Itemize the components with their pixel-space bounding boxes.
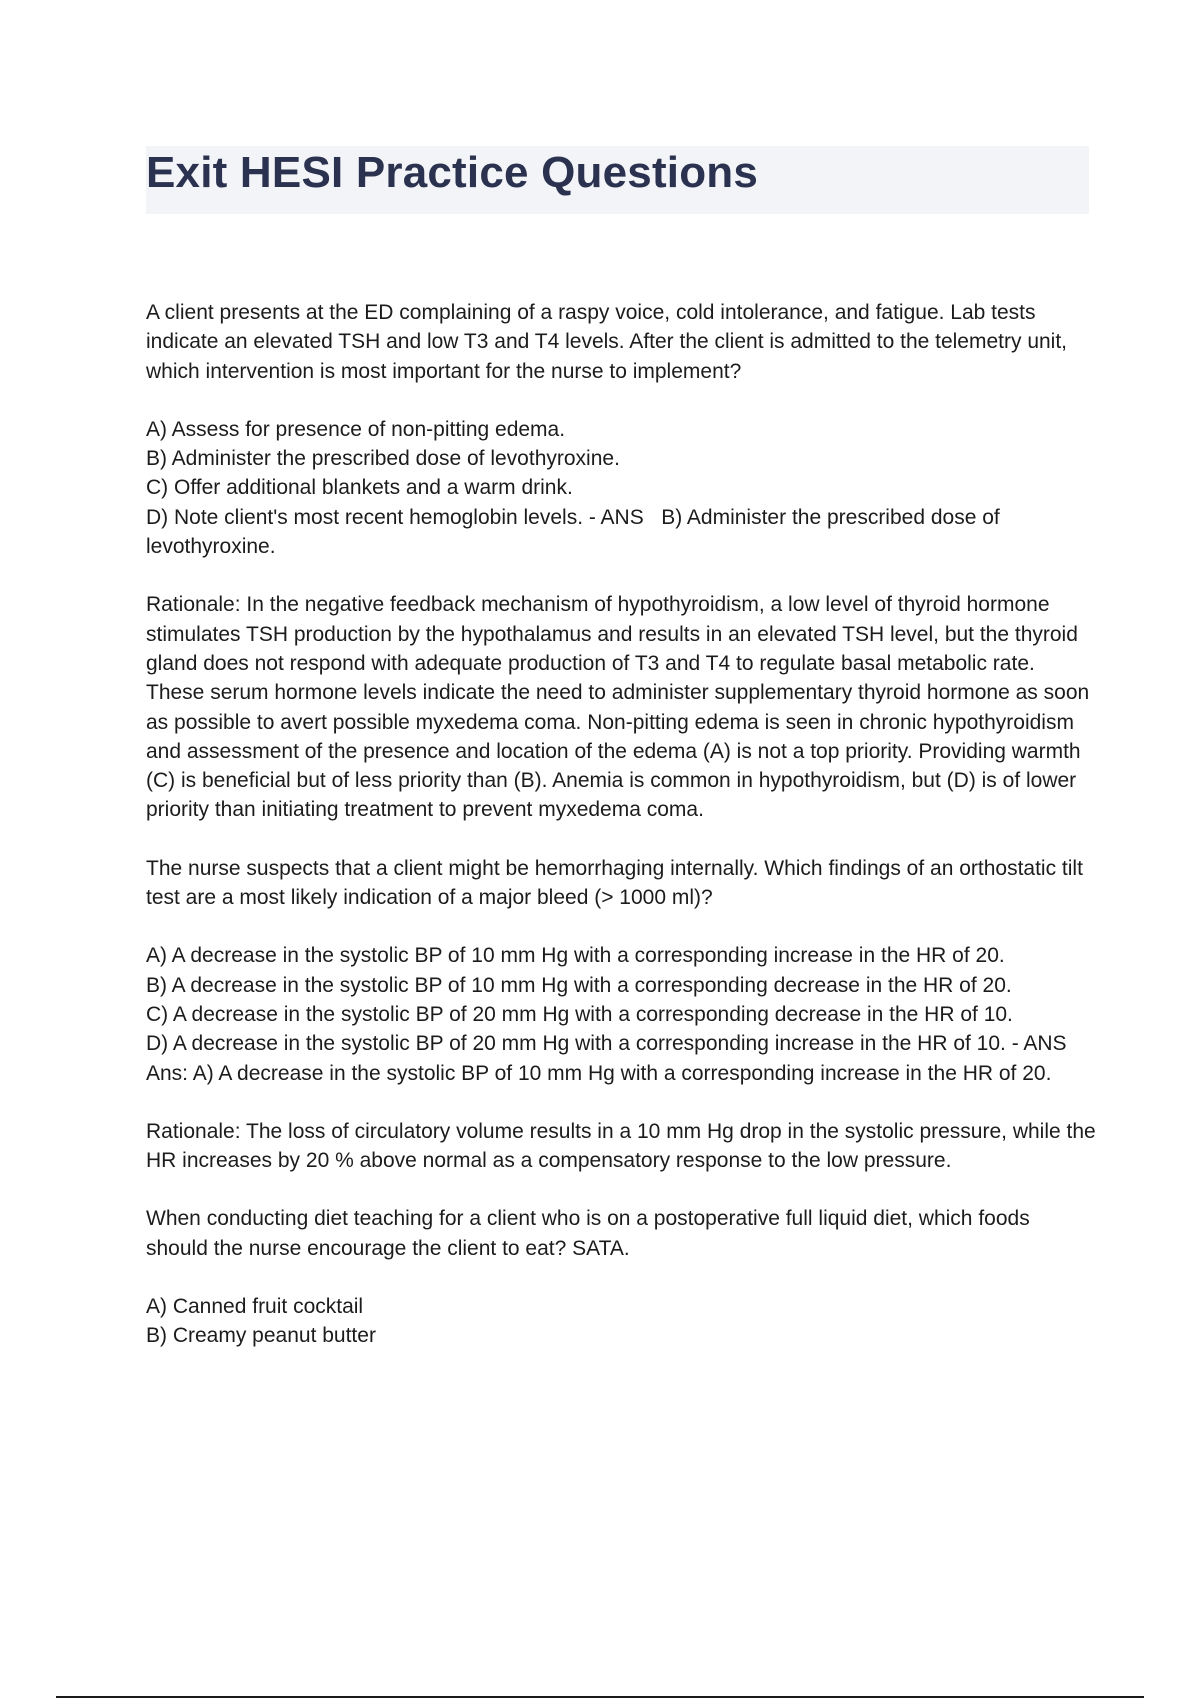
- footer-divider: [56, 1696, 1144, 1698]
- question-3-options: [146, 1292, 1096, 1351]
- question-3-stem: When conducting diet teaching for a client who is on a postoperative full liquid diet, which foods should the nurse encourage the client to eat? SATA.: [146, 1207, 1036, 1260]
- question-2-stem: The nurse suspects that a client might be hemorrhaging internally. Which findings of an orthostatic tilt test are a most likely indication of a major bleed (> 1000 ml)?: [146, 856, 1089, 910]
- question-2-rationale: Rationale: The loss of circulatory volume results in a 10 mm Hg drop in the systolic pressure, while the HR increases by 20 % above normal as a compensatory response to the low pressure.: [146, 1119, 1102, 1173]
- question-1-option-b: B) Administer the prescribed dose of levothyroxine.: [146, 447, 620, 471]
- question-2-option-d: D) A decrease in the systolic BP of 20 mm Hg with a corresponding increase in the HR of 10.: [146, 1032, 1006, 1056]
- document-body: [146, 298, 1102, 1380]
- question-3-option-a: A) Canned fruit cocktail: [146, 1295, 364, 1319]
- question-3-option-b: B) Creamy peanut butter: [146, 1324, 376, 1348]
- question-1-option-d-and-answer: [146, 503, 1096, 562]
- question-2-options: [146, 941, 1096, 1087]
- question-2-option-b: B) A decrease in the systolic BP of 10 mm Hg with a corresponding decrease in the HR of 20.: [146, 973, 1012, 997]
- question-2-option-c: C) A decrease in the systolic BP of 20 mm Hg with a corresponding decrease in the HR of 10.: [146, 1002, 1013, 1026]
- question-2-option-d-and-answer: [146, 1029, 1096, 1088]
- question-1-option-c: C) Offer additional blankets and a warm drink.: [146, 476, 573, 500]
- question-1-answer: - ANS B) Administer the prescribed dose of levothyroxine.: [146, 505, 1006, 559]
- question-1-rationale: Rationale: In the negative feedback mechanism of hypothyroidism, a low level of thyroid hormone stimulates TSH production by the hypothalamus and results in an elevated TSH level, but the thyroid gland does not respond with adequate production of T3 and T4 to regulate basal metabolic rate. These serum hormone levels indicate the need to administer supplementary thyroid hormone as soon as possible to avert possible myxedema coma. Non-pitting edema is seen in chronic hypothyroidism and assessment of the presence and location of the edema (A) is not a top priority. Providing warmth (C) is beneficial but of less priority than (B). Anemia is common in hypothyroidism, but (D) is of lower priority than initiating treatment to prevent myxedema coma.: [146, 593, 1096, 822]
- question-1-option-d: D) Note client's most recent hemoglobin levels.: [146, 505, 584, 529]
- page-title: Exit HESI Practice Questions: [146, 148, 759, 197]
- question-1-options: [146, 415, 1096, 561]
- question-1-stem: A client presents at the ED complaining of a raspy voice, cold intolerance, and fatigue. Lab tests indicate an elevated TSH and low T3 and T4 levels. After the client is admitted to the telemetry unit, which intervention is most important for the nurse to implement?: [146, 301, 1073, 383]
- question-1-option-a: A) Assess for presence of non-pitting edema.: [146, 417, 566, 441]
- question-2-option-a: A) A decrease in the systolic BP of 10 mm Hg with a corresponding increase in the HR of 20.: [146, 944, 1005, 968]
- question-2-answer: - ANS Ans: A) A decrease in the systolic BP of 10 mm Hg with a corresponding increase in the HR of 20.: [146, 1032, 1083, 1085]
